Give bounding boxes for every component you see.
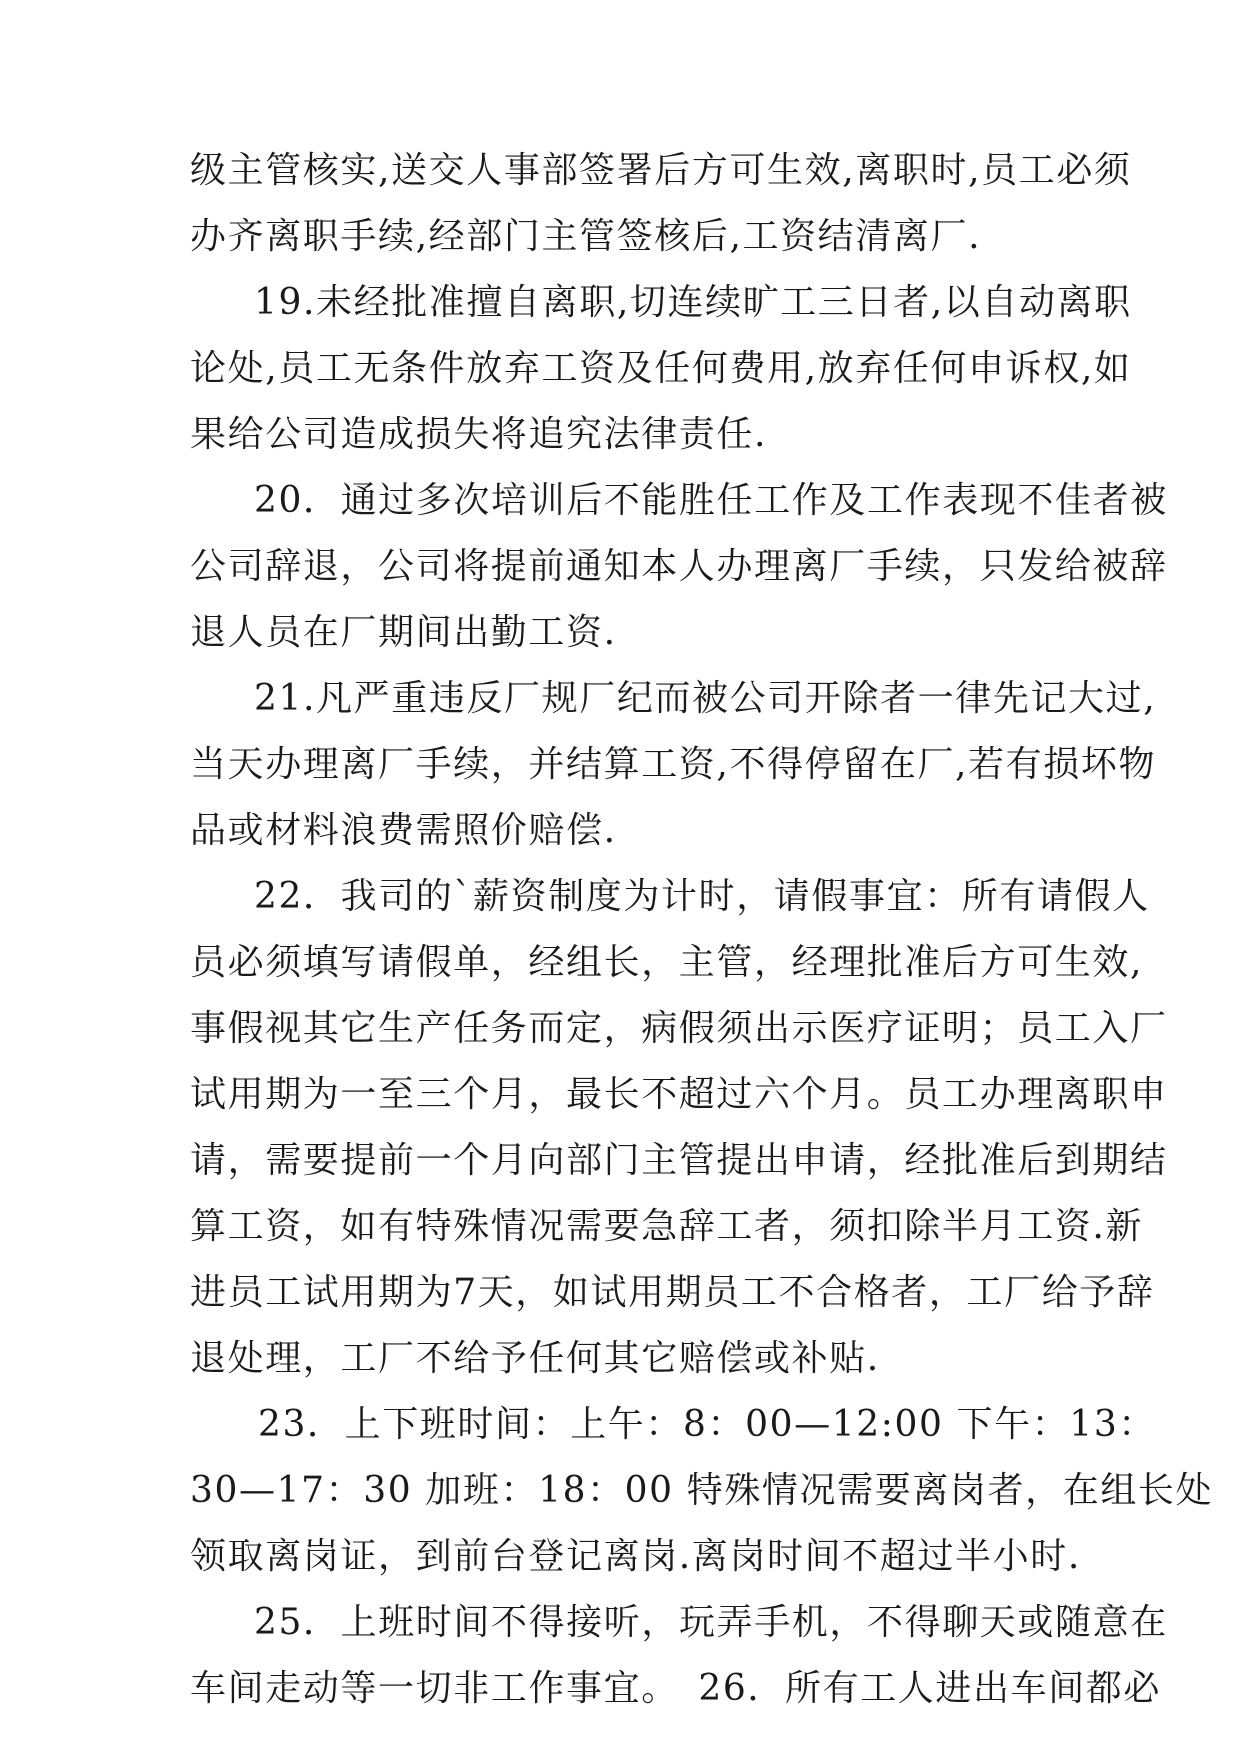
document-body: [190, 138, 1214, 1722]
text-line: 品或材料浪费需照价赔偿.: [190, 810, 617, 851]
text-line: 请，需要提前一个月向部门主管提出申请，经批准后到期结: [190, 1140, 1168, 1181]
text-line: 30—17：30 加班：18：00 特殊情况需要离岗者，在组长处: [190, 1470, 1214, 1511]
text-line: 算工资，如有特殊情况需要急辞工者，须扣除半月工资.新: [190, 1206, 1144, 1247]
paragraph-25-start: 25．上班时间不得接听，玩弄手机，不得聊天或随意在: [254, 1602, 1168, 1643]
text-line: 事假视其它生产任务而定，病假须出示医疗证明；员工入厂: [190, 1008, 1168, 1049]
text-line: 员必须填写请假单，经组长，主管，经理批准后方可生效,: [190, 942, 1144, 983]
text-line: 办齐离职手续,经部门主管签核后,工资结清离厂.: [190, 216, 982, 257]
text-line: 进员工试用期为7天，如试用期员工不合格者，工厂给予辞: [190, 1272, 1155, 1313]
text-line: 级主管核实,送交人事部签署后方可生效,离职时,员工必须: [190, 150, 1132, 191]
paragraph-19-start: 19.未经批准擅自离职,切连续旷工三日者,以自动离职: [254, 282, 1132, 323]
text-line: 退人员在厂期间出勤工资.: [190, 612, 617, 653]
text-line: 当天办理离厂手续，并结算工资,不得停留在厂,若有损坏物: [190, 744, 1157, 785]
paragraph-21-start: 21.凡严重违反厂规厂纪而被公司开除者一律先记大过,: [254, 678, 1157, 719]
text-line: 公司辞退，公司将提前通知本人办理离厂手续，只发给被辞: [190, 546, 1168, 587]
text-line: 论处,员工无条件放弃工资及任何费用,放弃任何申诉权,如: [190, 348, 1132, 389]
paragraph-23-start: 23．上下班时间：上午：8：00—12:00 下午：13：: [258, 1404, 1156, 1445]
text-line: 试用期为一至三个月，最长不超过六个月。员工办理离职申: [190, 1074, 1168, 1115]
text-line: 领取离岗证，到前台登记离岗.离岗时间不超过半小时.: [190, 1536, 1081, 1577]
text-line: 果给公司造成损失将追究法律责任.: [190, 414, 768, 455]
paragraph-20-start: 20．通过多次培训后不能胜任工作及工作表现不佳者被: [254, 480, 1168, 521]
text-line: 退处理，工厂不给予任何其它赔偿或补贴.: [190, 1338, 880, 1379]
paragraph-22-start: 22．我司的`薪资制度为计时，请假事宜：所有请假人: [254, 876, 1150, 917]
text-line: 车间走动等一切非工作事宜。 26．所有工人进出车间都必: [190, 1668, 1162, 1709]
